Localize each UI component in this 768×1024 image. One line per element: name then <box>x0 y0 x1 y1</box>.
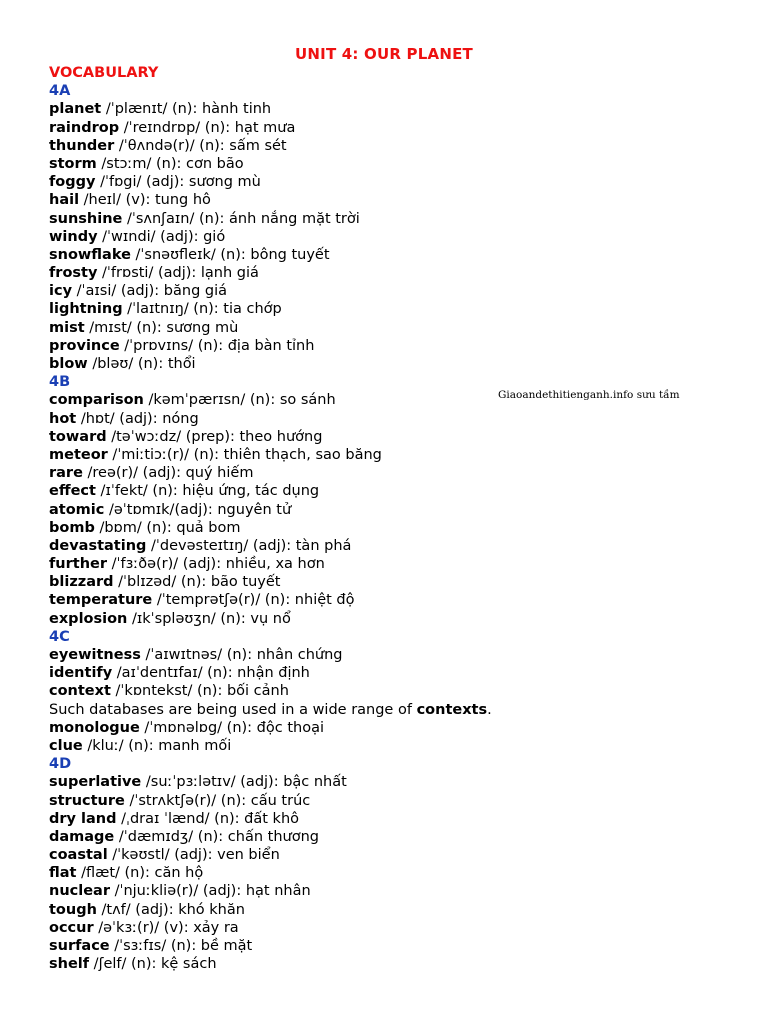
vocab-definition: /heɪl/ (v): tung hô <box>79 192 211 209</box>
vocab-definition: /ˈdevəsteɪtɪŋ/ (adj): tàn phá <box>146 537 352 554</box>
vocab-word: devastating <box>49 537 147 554</box>
section-label-4b: 4B <box>49 374 71 391</box>
vocab-word: raindrop <box>49 119 120 136</box>
vocab-entry <box>49 319 749 337</box>
vocab-definition: /ˈdæmɪdʒ/ (n): chấn thương <box>114 828 319 845</box>
sentence-text: Such databases are being used in a wide range of <box>49 701 417 718</box>
vocab-definition: /ˌdraɪ ˈlænd/ (n): đất khô <box>116 810 300 827</box>
vocab-word: icy <box>49 283 73 300</box>
example-sentence <box>49 701 749 719</box>
vocab-definition: /bɒm/ (n): quả bom <box>94 519 241 536</box>
vocab-word: temperature <box>49 592 153 609</box>
vocab-definition: /ˈkɒntekst/ (n): bối cảnh <box>110 683 289 700</box>
vocab-entry <box>49 155 749 173</box>
vocab-entry <box>49 828 749 846</box>
vocab-definition: /ˈmɒnəlɒg/ (n): độc thoại <box>139 719 324 736</box>
vocab-definition: /ˈtemprətʃə(r)/ (n): nhiệt độ <box>152 592 355 609</box>
vocab-word: blow <box>49 356 88 372</box>
vocab-word: context <box>49 683 111 700</box>
vocab-word: monologue <box>49 719 140 736</box>
vocab-definition: /ˈmiːtiɔː(r)/ (n): thiên thạch, sao băng <box>107 446 382 463</box>
vocab-entry <box>49 137 749 155</box>
vocab-definition: /əˈtɒmɪk/(adj): nguyên tử <box>104 501 292 518</box>
vocab-definition: /reə(r)/ (adj): quý hiếm <box>82 465 254 482</box>
vocab-word: coastal <box>49 847 108 864</box>
vocab-word: blizzard <box>49 574 114 591</box>
vocab-definition: /ˈaɪsi/ (adj): băng giá <box>72 283 227 300</box>
vocab-definition: /ˈwɪndi/ (adj): gió <box>97 228 226 245</box>
section-label-4d: 4D <box>49 756 72 773</box>
vocab-definition: /ˈblɪzəd/ (n): bão tuyết <box>113 574 281 591</box>
vocab-entry <box>49 919 749 937</box>
vocab-definition: /hɒt/ (adj): nóng <box>76 410 199 427</box>
vocab-word: atomic <box>49 501 105 518</box>
vocab-definition: /ˈaɪwɪtnəs/ (n): nhân chứng <box>140 647 343 663</box>
vocab-word: mist <box>49 319 85 336</box>
vocab-definition: /tʌf/ (adj): khó khăn <box>96 901 245 918</box>
vocab-word: clue <box>49 737 83 754</box>
vocab-word: surface <box>49 938 110 954</box>
vocab-definition: /kəmˈpærɪsn/ (n): so sánh <box>143 392 336 409</box>
vocab-entry <box>49 937 749 955</box>
vocab-entry <box>49 610 749 628</box>
vocab-definition: /ˈnjuːkliə(r)/ (adj): hạt nhân <box>109 883 311 900</box>
vocab-definition: /təˈwɔːdz/ (prep): theo hướng <box>106 428 323 445</box>
vocab-definition: /ɪˈfekt/ (n): hiệu ứng, tác dụng <box>95 483 320 500</box>
section-label-4c: 4C <box>49 628 70 645</box>
vocab-word: further <box>49 556 108 573</box>
vocab-entry <box>49 228 749 246</box>
vocab-entry <box>49 737 749 755</box>
vocab-definition: /ˈreɪndrɒp/ (n): hạt mưa <box>119 119 296 136</box>
vocabulary-heading: VOCABULARY <box>49 65 159 81</box>
sentence-end: . <box>487 701 492 718</box>
vocab-word: hail <box>49 192 80 209</box>
vocab-entry <box>49 501 749 519</box>
vocab-entry <box>49 482 749 500</box>
vocab-entry <box>49 519 749 537</box>
vocab-word: bomb <box>49 519 95 536</box>
vocab-word: meteor <box>49 446 108 463</box>
vocab-entry <box>49 646 749 664</box>
section-label-4a: 4A <box>49 83 71 100</box>
vocab-word: rare <box>49 465 83 482</box>
vocab-entry <box>49 300 749 318</box>
vocab-entry <box>49 464 749 482</box>
vocab-entry <box>49 955 749 973</box>
vocab-entry <box>49 100 749 118</box>
vocabulary-list <box>49 64 749 973</box>
vocab-entry <box>49 682 749 700</box>
vocab-entry <box>49 810 749 828</box>
vocab-entry <box>49 882 749 900</box>
vocab-entry <box>49 119 749 137</box>
vocab-entry <box>49 210 749 228</box>
vocab-word: tough <box>49 901 97 918</box>
vocab-word: nuclear <box>49 883 110 900</box>
vocab-definition: /bləʊ/ (n): thổi <box>87 356 196 372</box>
vocab-entry <box>49 264 749 282</box>
vocab-word: dry land <box>49 810 117 827</box>
vocab-entry <box>49 446 749 464</box>
vocab-word: structure <box>49 792 125 809</box>
vocab-entry <box>49 901 749 919</box>
vocab-entry <box>49 573 749 591</box>
vocab-definition: /stɔːm/ (n): cơn bão <box>96 155 244 172</box>
vocab-word: effect <box>49 483 96 500</box>
vocab-entry <box>49 537 749 555</box>
vocab-entry <box>49 773 749 791</box>
vocab-entry <box>49 864 749 882</box>
vocab-word: lightning <box>49 301 123 318</box>
vocab-entry <box>49 428 749 446</box>
vocab-definition: /ˈplænɪt/ (n): hành tinh <box>101 101 272 118</box>
vocab-entry <box>49 664 749 682</box>
vocab-word: hot <box>49 410 77 427</box>
vocab-word: eyewitness <box>49 647 141 663</box>
vocab-entry <box>49 846 749 864</box>
vocab-entry <box>49 410 749 428</box>
vocab-word: thunder <box>49 137 115 154</box>
vocab-word: windy <box>49 228 98 245</box>
vocab-definition: /ˈsnəʊfleɪk/ (n): bông tuyết <box>130 246 330 263</box>
vocab-word: foggy <box>49 174 96 191</box>
vocab-word: toward <box>49 428 107 445</box>
vocab-entry <box>49 191 749 209</box>
vocab-word: storm <box>49 155 97 172</box>
vocab-definition: /mɪst/ (n): sương mù <box>84 319 239 336</box>
vocab-entry <box>49 337 749 355</box>
vocab-definition: /ˈkəʊstl/ (adj): ven biển <box>107 847 280 864</box>
vocab-definition: /ˈsɜːfɪs/ (n): bề mặt <box>109 938 253 954</box>
vocab-entry <box>49 355 749 373</box>
vocab-word: comparison <box>49 392 144 409</box>
vocab-word: occur <box>49 919 94 936</box>
vocab-definition: /ˈsʌnʃaɪn/ (n): ánh nắng mặt trời <box>122 210 360 227</box>
vocab-definition: /kluː/ (n): manh mối <box>82 737 232 754</box>
vocab-word: flat <box>49 865 77 882</box>
vocab-definition: /ˈstrʌktʃə(r)/ (n): cấu trúc <box>124 792 311 809</box>
vocab-entry <box>49 591 749 609</box>
vocab-word: frosty <box>49 265 98 282</box>
vocab-entry <box>49 719 749 737</box>
vocab-entry <box>49 246 749 264</box>
vocab-definition: /ˈθʌndə(r)/ (n): sấm sét <box>114 137 287 154</box>
vocab-word: explosion <box>49 610 128 627</box>
vocab-word: planet <box>49 101 102 118</box>
vocab-word: snowflake <box>49 246 131 263</box>
vocab-definition: /ˈprɒvɪns/ (n): địa bàn tỉnh <box>119 337 315 354</box>
vocab-definition: /suːˈpɜːlətɪv/ (adj): bậc nhất <box>141 774 347 791</box>
vocab-word: damage <box>49 828 115 845</box>
vocab-definition: /flæt/ (n): căn hộ <box>76 865 204 882</box>
vocab-definition: /ɪkˈspləʊʒn/ (n): vụ nổ <box>127 610 291 627</box>
vocab-entry <box>49 555 749 573</box>
vocab-word: identify <box>49 665 113 682</box>
vocab-word: province <box>49 337 120 354</box>
vocab-word: sunshine <box>49 210 123 227</box>
sentence-highlight: contexts <box>416 701 488 718</box>
vocab-entry <box>49 173 749 191</box>
vocab-entry <box>49 282 749 300</box>
vocab-definition: /ˈfɜːðə(r)/ (adj): nhiều, xa hơn <box>107 556 325 573</box>
vocab-word: superlative <box>49 774 142 791</box>
vocab-definition: /əˈkɜː(r)/ (v): xảy ra <box>93 919 239 936</box>
vocab-definition: /ˈfɒgi/ (adj): sương mù <box>95 174 261 191</box>
vocab-definition: /ʃelf/ (n): kệ sách <box>89 956 217 973</box>
vocab-entry <box>49 792 749 810</box>
unit-title: UNIT 4: OUR PLANET <box>295 45 473 63</box>
vocab-definition: /ˈfrɒsti/ (adj): lạnh giá <box>97 265 259 282</box>
vocab-definition: /ˈlaɪtnɪŋ/ (n): tia chớp <box>122 301 282 318</box>
watermark-text: Giaoandethitienganh.info sưu tầm <box>498 389 680 401</box>
vocab-definition: /aɪˈdentɪfaɪ/ (n): nhận định <box>112 665 310 682</box>
vocab-word: shelf <box>49 956 90 973</box>
